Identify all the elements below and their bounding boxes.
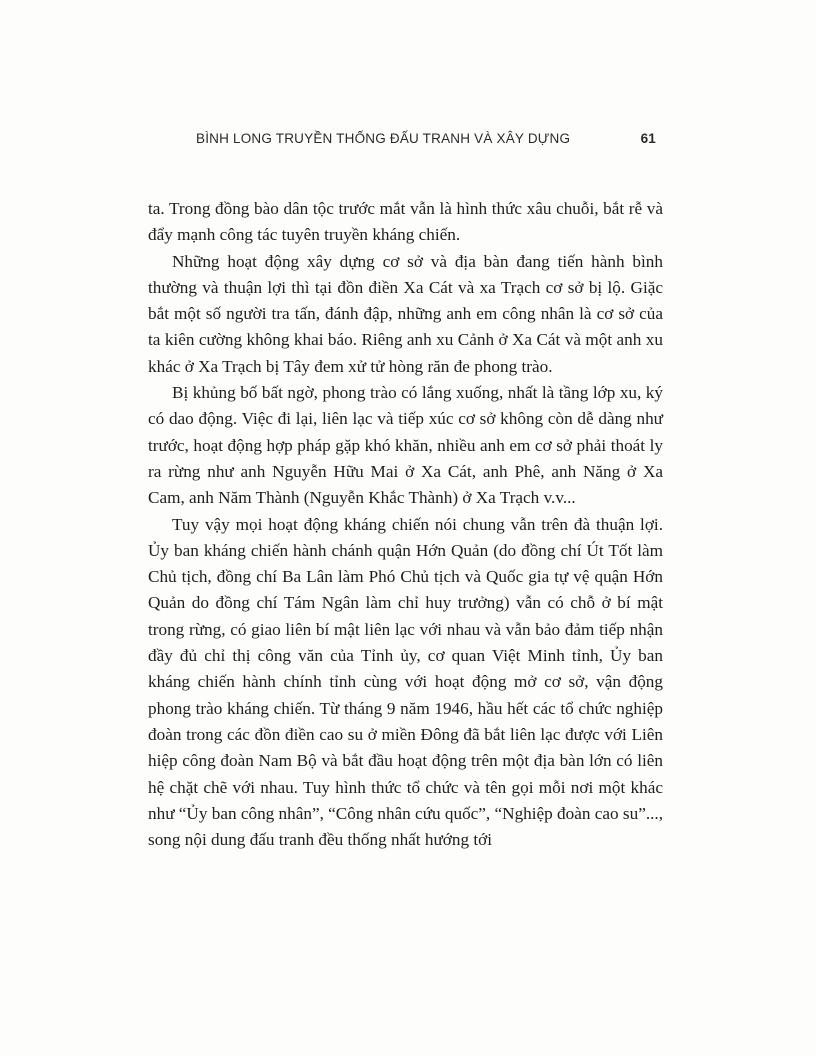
page-number: 61 [640,131,656,146]
paragraph: Bị khủng bố bất ngờ, phong trào có lắng xuống, nhất là tầng lớp xu, ký có dao động. Việc đi lại, liên lạc và tiếp xúc cơ sở không còn dễ dàng như trước, hoạt động hợp pháp gặp khó khăn, nhiều anh em cơ sở phải thoát ly ra rừng như anh Nguyễn Hữu Mai ở Xa Cát, anh Phê, anh Năng ở Xa Cam, anh Năm Thành (Nguyễn Khắc Thành) ở Xa Trạch v.v... [148,383,663,508]
paragraph-continued: ta. Trong đồng bào dân tộc trước mắt vẫn là hình thức xâu chuỗi, bắt rễ và đẩy mạnh công tác tuyên truyền kháng chiến. [148,199,663,245]
paragraph: Những hoạt động xây dựng cơ sở và địa bàn đang tiến hành bình thường và thuận lợi thì tại đồn điền Xa Cát và xa Trạch cơ sở bị lộ. Giặc bắt một số người tra tấn, đánh đập, những anh em công nhân là cơ sở của ta kiên cường không khai báo. Riêng anh xu Cảnh ở Xa Cát và một anh xu khác ở Xa Trạch bị Tây đem xử tử hòng răn đe phong trào. [148,251,663,376]
paragraph: Tuy vậy mọi hoạt động kháng chiến nói chung vẫn trên đà thuận lợi. Ủy ban kháng chiến hành chánh quận Hớn Quản (do đồng chí Út Tốt làm Chủ tịch, đồng chí Ba Lân làm Phó Chủ tịch và Quốc gia tự vệ quận Hớn Quản do đồng chí Tám Ngân làm chỉ huy trưởng) vẫn có chỗ ở bí mật trong rừng, có giao liên bí mật liên lạc với nhau và vẫn bảo đảm tiếp nhận đầy đủ chỉ thị công văn của Tỉnh ủy, cơ quan Việt Minh tỉnh, Ủy ban kháng chiến hành chính tỉnh cùng với hoạt động mở cơ sở, vận động phong trào kháng chiến. Từ tháng 9 năm 1946, hầu hết các tổ chức nghiệp đoàn trong các đồn điền cao su ở miền Đông đã bắt liên lạc được với Liên hiệp công đoàn Nam Bộ và bắt đầu hoạt động trên một địa bàn lớn có liên hệ chặt chẽ với nhau. Tuy hình thức tổ chức và tên gọi mỗi nơi một khác như “Ủy ban công nhân”, “Công nhân cứu quốc”, “Nghiệp đoàn cao su”..., song nội dung đấu tranh đều thống nhất hướng tới [148,514,664,850]
body-text [148,196,663,853]
running-header-title: BÌNH LONG TRUYỀN THỐNG ĐẤU TRANH VÀ XÂY DỰNG [196,131,571,146]
running-header [196,131,656,151]
